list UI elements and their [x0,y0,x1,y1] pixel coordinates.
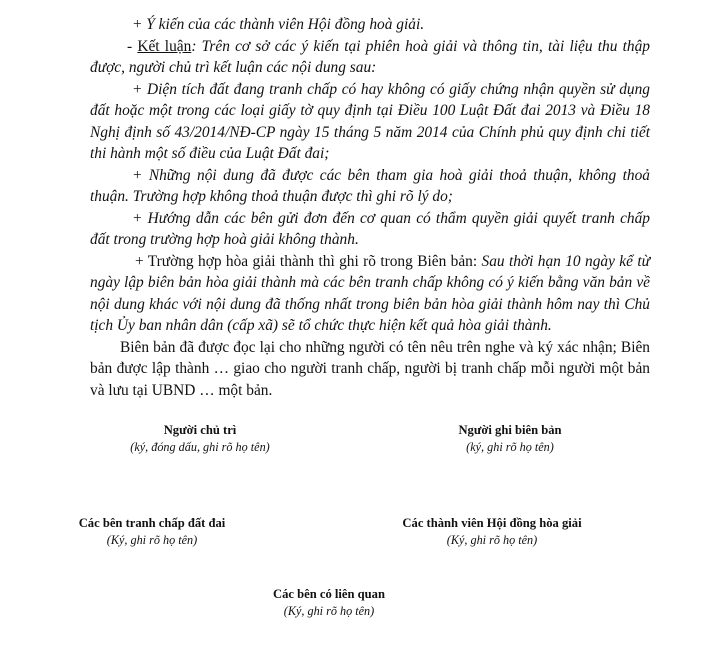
signature-council-note: (Ký, ghi rõ họ tên) [446,533,538,547]
conclusion-dash: - [127,37,138,55]
signature-chair-note: (ký, đóng dấu, ghi rõ họ tên) [130,440,270,454]
paragraph-successful-mediation [90,251,650,337]
paragraph-agreements: + Những nội dung đã được các bên tham gia hoà giải thoả thuận, không thoả thuận. Trường hợp không thoả thuận được thì ghi rõ lý do; [90,166,650,205]
successful-mediation-text: Sau thời hạn 10 ngày kể từ ngày lập biên bản hòa giải thành mà các bên tranh chấp không có ý kiến bằng văn bản về nội dung khác với nội dung đã thống nhất trong biên bản hòa giải thành hôm nay thì Chủ tịch Ủy ban nhân dân (cấp xã) sẽ tổ chức thực hiện kết quả hòa giải thành. [90,252,650,334]
signature-chair [70,422,330,455]
signature-recorder [380,422,640,455]
paragraph-guidance: + Hướng dẫn các bên gửi đơn đến cơ quan có thẩm quyền giải quyết tranh chấp đất trong trường hợp hoà giải không thành. [90,209,650,248]
signature-recorder-title: Người ghi biên bản [458,423,562,437]
signature-disputants-title: Các bên tranh chấp đất đai [78,516,226,530]
paragraph-land-area: + Diện tích đất đang tranh chấp có hay không có giấy chứng nhận quyền sử dụng đất hoặc một trong các loại giấy tờ quy định tại Điều 100 Luật Đất đai 2013 và Điều 18 Nghị định số 43/2014/NĐ-CP ngày 15 tháng 5 năm 2014 của Chính phủ quy định chi tiết thi hành một số điều của Luật Đất đai; [90,80,650,162]
paragraph-read-back: Biên bản đã được đọc lại cho những người có tên nêu trên nghe và ký xác nhận; Biên bản được lập thành … giao cho người tranh chấp, người bị tranh chấp mỗi người một bản và lưu tại UBND … một bản. [90,338,650,399]
signature-related-parties [199,586,459,619]
paragraph-conclusion [90,36,650,79]
document-body [90,14,650,401]
signature-related-parties-note: (Ký, ghi rõ họ tên) [283,604,375,618]
signature-chair-title: Người chủ trì [163,423,237,437]
successful-mediation-lead: + Trường hợp hòa giải thành thì ghi rõ trong Biên bản: [135,252,482,270]
signature-council-title: Các thành viên Hội đồng hòa giải [402,516,582,530]
conclusion-label: Kết luận [137,37,192,55]
signature-related-parties-title: Các bên có liên quan [273,587,385,601]
paragraph-council-opinions: + Ý kiến của các thành viên Hội đồng hoà giải. [132,16,425,33]
signature-recorder-note: (ký, ghi rõ họ tên) [466,440,554,454]
signature-disputants-note: (Ký, ghi rõ họ tên) [106,533,198,547]
signature-council [362,515,622,548]
conclusion-text: : Trên cơ sở các ý kiến tại phiên hoà giải và thông tin, tài liệu thu thập được, người chủ trì kết luận các nội dung sau: [90,37,650,76]
signature-disputants [22,515,282,548]
